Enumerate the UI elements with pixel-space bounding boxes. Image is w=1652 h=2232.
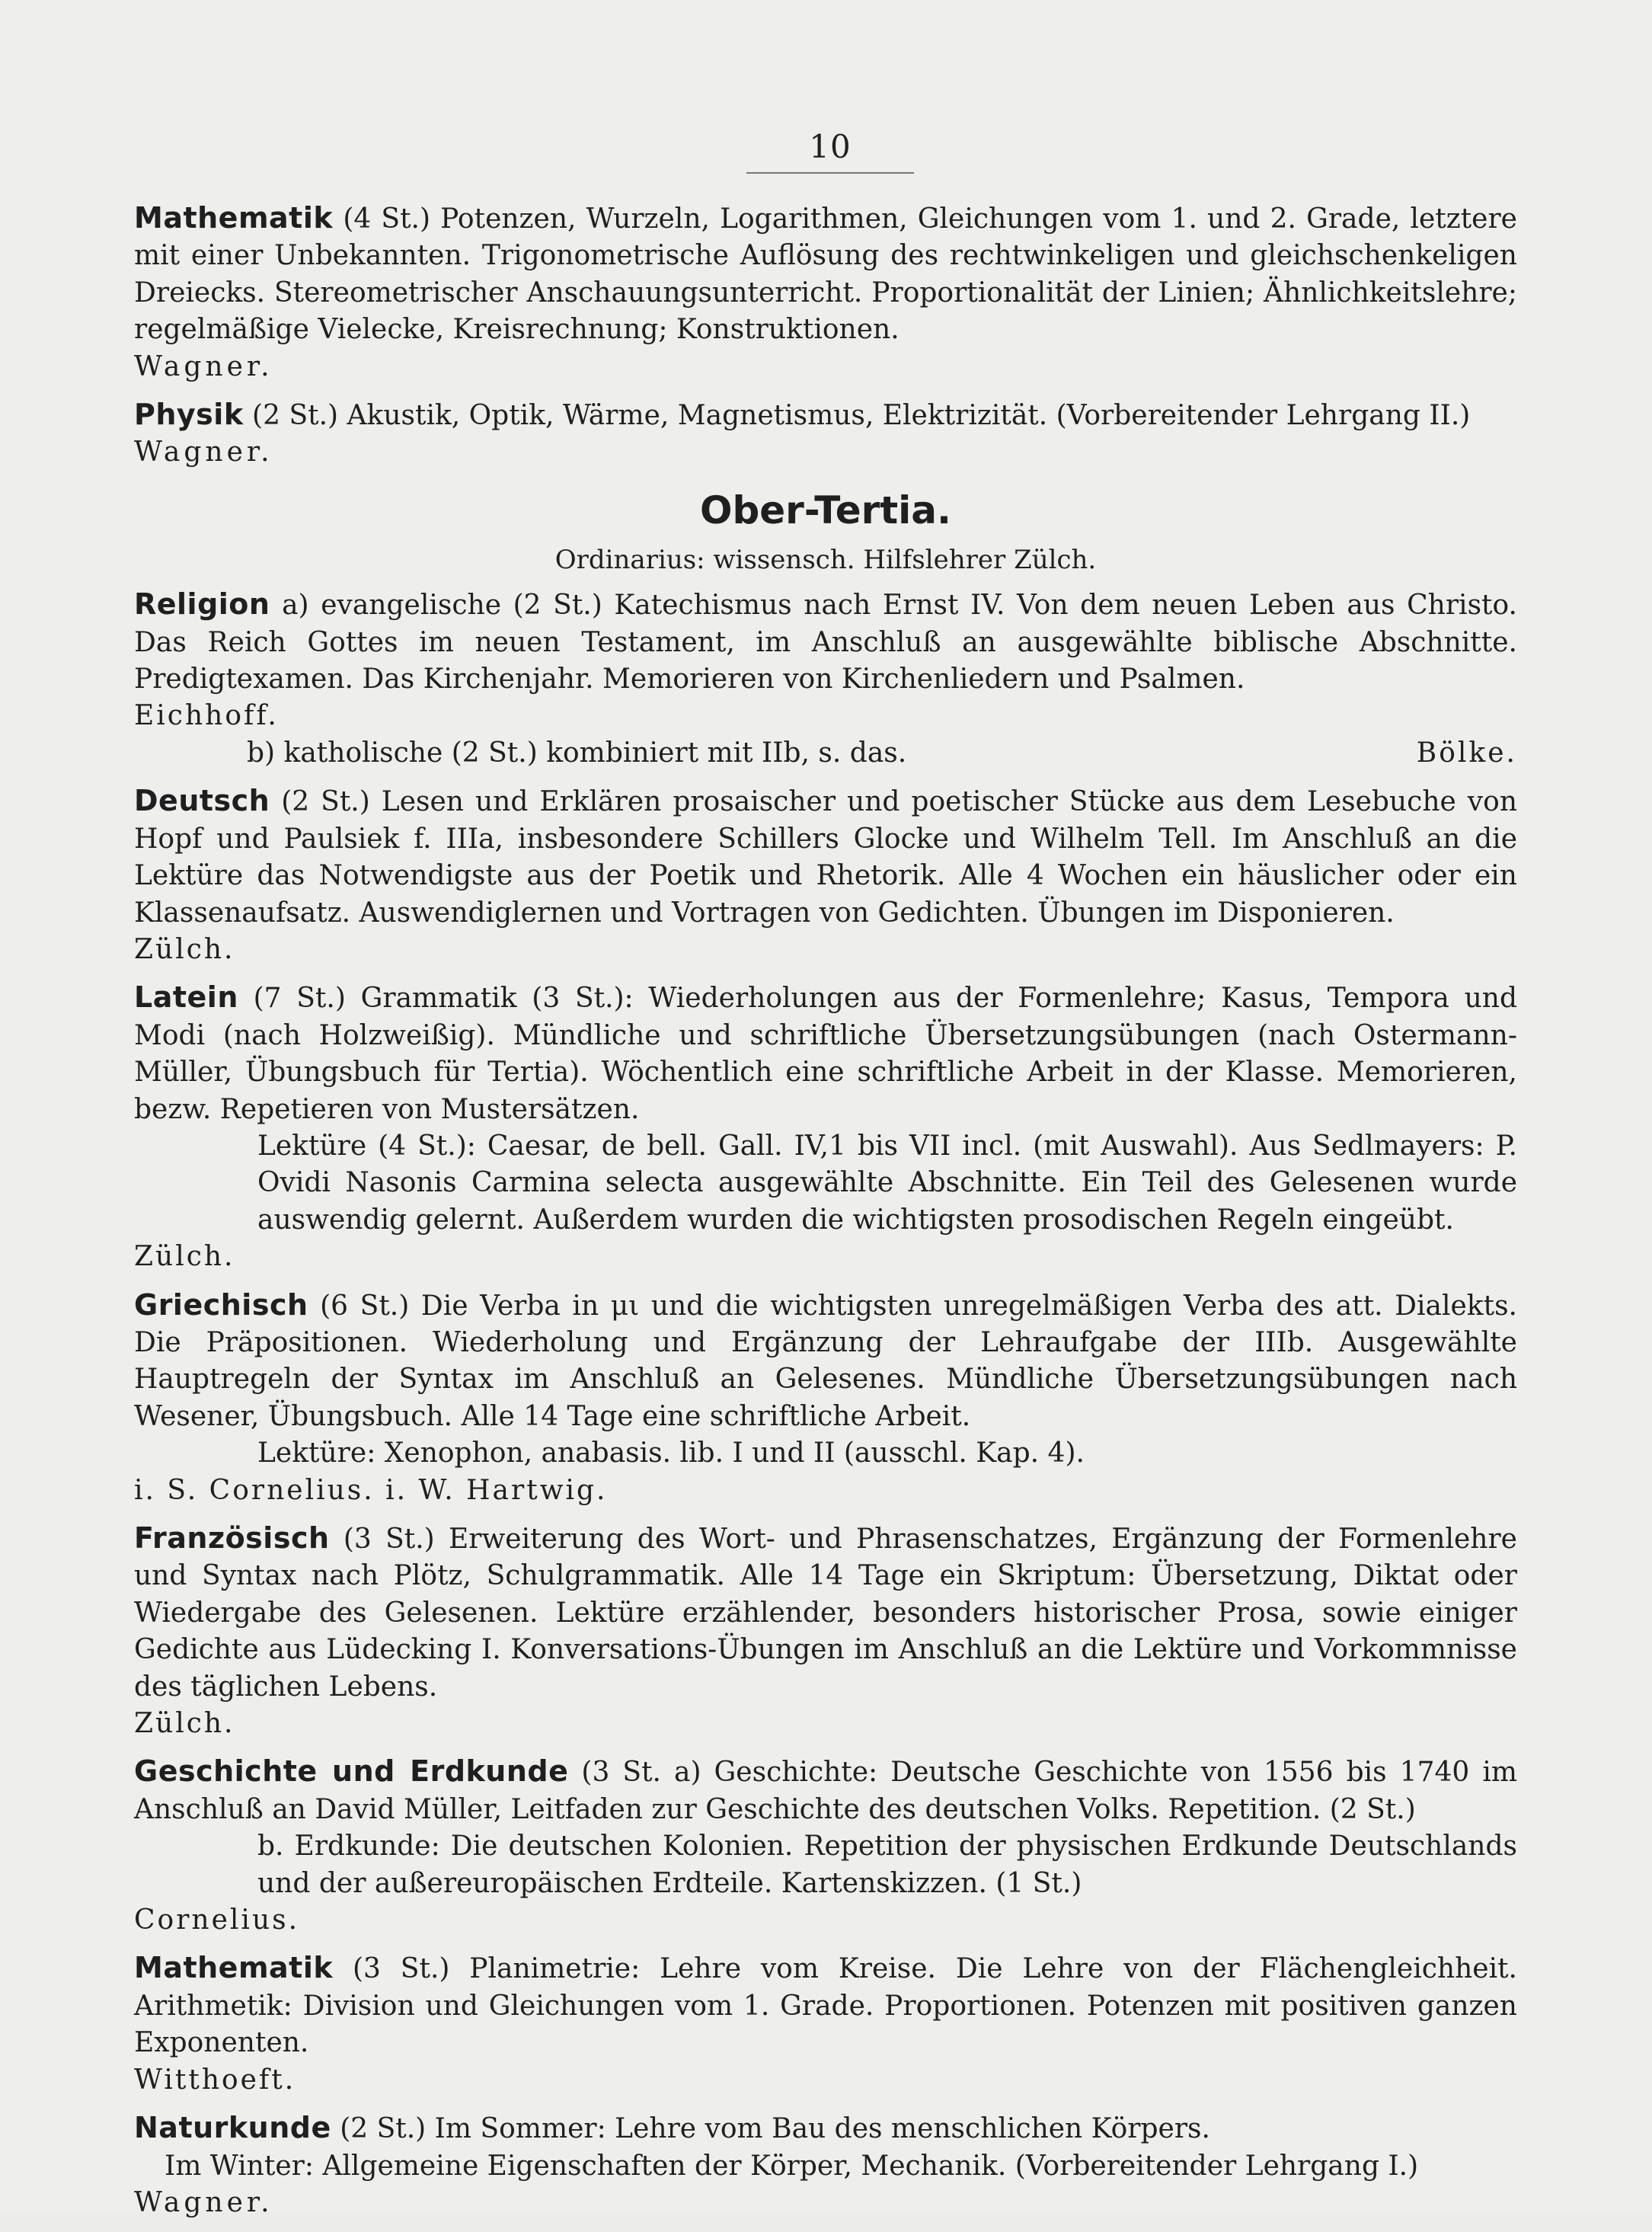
subject-heading: Physik [134, 398, 244, 432]
mathematik-entry [134, 1949, 1517, 2099]
prev-mathematik-entry [134, 200, 1517, 385]
ordinarius-line: Ordinarius: wissensch. Hilfslehrer Zülch. [554, 544, 1097, 575]
griechisch-entry [134, 1287, 1517, 1509]
entry-text: (6 St.) Die Verba in μι und die wichtigsten unregelmäßigen Verba des att. Dialekts. Die Präpositionen. Wiederholung und Ergänzung der Lehraufgabe der IIIb. Ausgewählte Hauptregeln der Syntax im Anschluß an Gelesenes. Mündliche Übersetzungsübungen nach Wesener, Übungsbuch. Alle 14 Tage eine schriftliche Arbeit. [134, 1290, 1517, 1432]
geschichte-entry [134, 1753, 1517, 1939]
religion-b-line [134, 735, 1517, 772]
subject-heading: Religion [134, 587, 270, 622]
teacher-name: Wagner. [134, 436, 273, 468]
latein-entry [134, 979, 1517, 1275]
subject-heading: Geschichte und Erdkunde [134, 1754, 569, 1789]
teacher-name: Cornelius. [134, 1904, 300, 1936]
subject-heading: Deutsch [134, 784, 270, 818]
entry-text: (3 St. a) Geschichte: Deutsche Geschichte von 1556 bis 1740 im Anschluß an David Müller, Leitfaden zur Geschichte des deutschen Volks. Repetition. (2 St.) [134, 1757, 1517, 1825]
prev-physik-entry [134, 396, 1517, 472]
teacher-name: Wagner. [134, 2186, 273, 2218]
deutsch-entry [134, 782, 1517, 968]
lektuere-text: Lektüre (4 St.): Caesar, de bell. Gall. IV,1 bis VII incl. (mit Auswahl). Aus Sedlmayers: P. Ovidi Nasonis Carmina selecta ausgewählte Abschnitte. Ein Teil des Gelesenen wurde auswendig gelernt. Außerdem wurden die wichtigsten prosodischen Regeln eingeübt. [257, 1130, 1517, 1236]
entry-text: (7 St.) Grammatik (3 St.): Wiederholungen aus der Formenlehre; Kasus, Tempora und Modi (nach Holzweißig). Mündliche und schriftliche Übersetzungsübungen (nach Ostermann-Müller, Übungsbuch für Tertia). Wöchentlich eine schriftliche Arbeit in der Klasse. Memorieren, bezw. Repetieren von Mustersätzen. [134, 983, 1517, 1125]
lektuere-text: Lektüre: Xenophon, anabasis. lib. I und II (ausschl. Kap. 4). [257, 1437, 1085, 1469]
teacher-name: Witthoeft. [134, 2064, 296, 2096]
teacher-name: Eichhoff. [134, 700, 279, 732]
content-column [134, 200, 1517, 2232]
subject-heading: Mathematik [134, 201, 334, 235]
teacher-name: Zülch. [134, 1241, 235, 1273]
subject-heading: Latein [134, 980, 238, 1015]
teacher-name: Zülch. [134, 1708, 235, 1740]
entry-text: (2 St.) Akustik, Optik, Wärme, Magnetismus, Elektrizität. (Vorbereitender Lehrgang II.) [252, 400, 1471, 432]
subject-heading: Griechisch [134, 1287, 308, 1322]
franzoesisch-entry [134, 1520, 1517, 1742]
entry-text: (2 St.) Lesen und Erklären prosaischer und poetischer Stücke aus dem Lesebuche von Hopf und Paulsiek f. IIIa, insbesondere Schillers Glocke und Wilhelm Tell. Im Anschluß an die Lektüre das Notwendigste aus der Poetik und Rhetorik. Alle 4 Wochen ein häuslicher oder ein Klassenaufsatz. Auswendiglernen und Vortragen von Gedichten. Übungen im Disponieren. [134, 786, 1517, 929]
entry-text: (2 St.) Im Sommer: Lehre vom Bau des menschlichen Körpers. [340, 2113, 1210, 2145]
teacher-name: Wagner. [134, 350, 273, 382]
entry-text: (3 St.) Planimetrie: Lehre vom Kreise. Die Lehre von der Flächengleichheit. Arithmetik: Division und Gleichungen vom 1. Grade. Proportionen. Potenzen mit positiven ganzen Exponenten. [134, 1953, 1517, 2059]
entry-text: (3 St.) Erweiterung des Wort- und Phrasenschatzes, Ergänzung der Formenlehre und Syntax nach Plötz, Schulgrammatik. Alle 14 Tage ein Skriptum: Übersetzung, Diktat oder Wiedergabe des Gelesenen. Lektüre erzählender, besonders historischer Prosa, sowie einiger Gedichte aus Lüdecking I. Konversations-Übungen im Anschluß an die Lektüre und Vorkommnisse des täglichen Lebens. [134, 1524, 1517, 1703]
entry-text: a) evangelische (2 St.) Katechismus nach Ernst IV. Von dem neuen Leben aus Christo. Das Reich Gottes im neuen Testament, im Anschluß an ausgewählte biblische Abschnitte. Predigtexamen. Das Kirchenjahr. Memorieren von Kirchenliedern und Psalmen. [134, 590, 1517, 696]
entry-text: b) katholische (2 St.) kombiniert mit IIb, s. das. [247, 737, 907, 769]
teacher-name: i. S. Cornelius. i. W. Hartwig. [134, 1474, 608, 1506]
page-number: 10 [809, 128, 852, 165]
winter-text: Im Winter: Allgemeine Eigenschaften der Körper, Mechanik. (Vorbereitender Lehrgang I.) [165, 2150, 1419, 2182]
religion-entry [134, 586, 1517, 772]
subject-heading: Naturkunde [134, 2111, 331, 2145]
subject-heading: Französisch [134, 1521, 330, 1555]
section-title: Ober-Tertia. [699, 488, 952, 532]
erdkunde-text: b. Erdkunde: Die deutschen Kolonien. Repetition der physischen Erdkunde Deutschlands und der außereuropäischen Erdteile. Kartenskizzen. (1 St.) [257, 1831, 1517, 1899]
page-number-rule [746, 172, 914, 174]
naturkunde-entry [134, 2109, 1517, 2221]
teacher-name: Zülch. [134, 933, 235, 965]
entry-text: (4 St.) Potenzen, Wurzeln, Logarithmen, Gleichungen vom 1. und 2. Grade, letztere mit einer Unbekannten. Trigonometrische Auflösung des rechtwinkeligen und gleichschenkeligen Dreiecks. Stereometrischer Anschauungsunterricht. Proportionalität der Linien; Ähnlichkeitslehre; regelmäßige Vielecke, Kreisrechnung; Konstruktionen. [134, 203, 1517, 346]
teacher-name: Bölke. [1416, 737, 1517, 769]
subject-heading: Mathematik [134, 1951, 334, 1985]
